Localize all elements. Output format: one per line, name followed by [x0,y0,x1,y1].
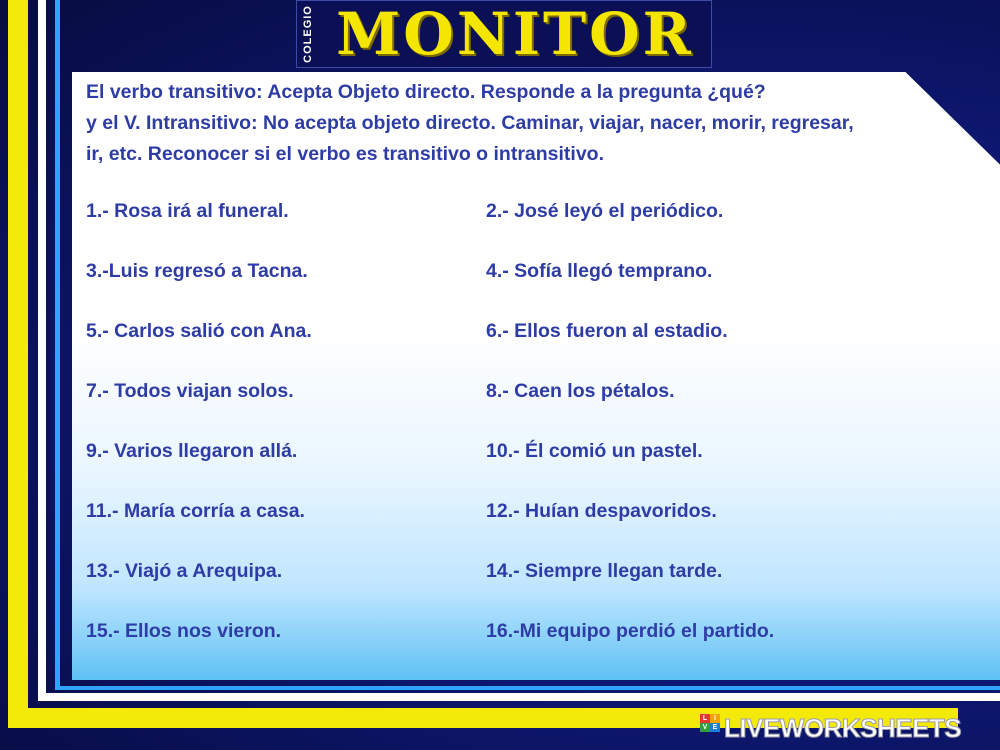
badge-letter: E [710,723,720,732]
sentence-item: 3.-Luis regresó a Tacna. [86,260,308,282]
yellow-frame-left [8,0,28,720]
sentence-item: 15.- Ellos nos vieron. [86,620,282,642]
sentence-item: 4.- Sofía llegó temprano. [486,260,713,282]
logo-side-text: COLEGIO [302,5,315,63]
logo-title: MONITOR [336,0,694,68]
sentence-item: 14.- Siempre llegan tarde. [486,560,723,582]
badge-letter: V [700,723,710,732]
sentence-item: 10.- Él comió un pastel. [486,440,703,462]
white-frame-left [38,0,46,700]
sentence-item: 7.- Todos viajan solos. [86,380,294,402]
sentence-item: 8.- Caen los pétalos. [486,380,675,402]
badge-letter: L [700,714,710,723]
badge-letter: I [710,714,720,723]
sentence-item: 6.- Ellos fueron al estadio. [486,320,728,342]
logo-side-label [297,1,319,67]
sentence-item: 2.- José leyó el periódico. [486,200,724,222]
sentence-item: 13.- Viajó a Arequipa. [86,560,283,582]
instructions-line-3: ir, etc. Reconocer si el verbo es transitivo o intransitivo. [86,143,605,165]
white-frame-bottom [38,693,1000,701]
sentence-item: 1.- Rosa irá al funeral. [86,200,289,222]
instructions [86,77,966,170]
instructions-line-1: El verbo transitivo: Acepta Objeto directo. Responde a la pregunta ¿qué? [86,81,766,103]
sentence-item: 16.-Mi equipo perdió el partido. [486,620,775,642]
instructions-line-2: y el V. Intransitivo: No acepta objeto directo. Caminar, viajar, nacer, morir, regresar, [86,112,854,134]
school-logo [296,0,712,68]
blue-frame-left [55,0,60,690]
sentence-item: 11.- María corría a casa. [86,500,305,522]
sentence-item: 12.- Huían despavoridos. [486,500,717,522]
liveworksheets-logo-icon [700,714,720,742]
liveworksheets-watermark [700,713,961,743]
sentence-item: 9.- Varios llegaron allá. [86,440,298,462]
sentence-item: 5.- Carlos salió con Ana. [86,320,312,342]
watermark-text: LIVEWORKSHEETS [724,712,962,743]
blue-frame-bottom [55,686,1000,690]
